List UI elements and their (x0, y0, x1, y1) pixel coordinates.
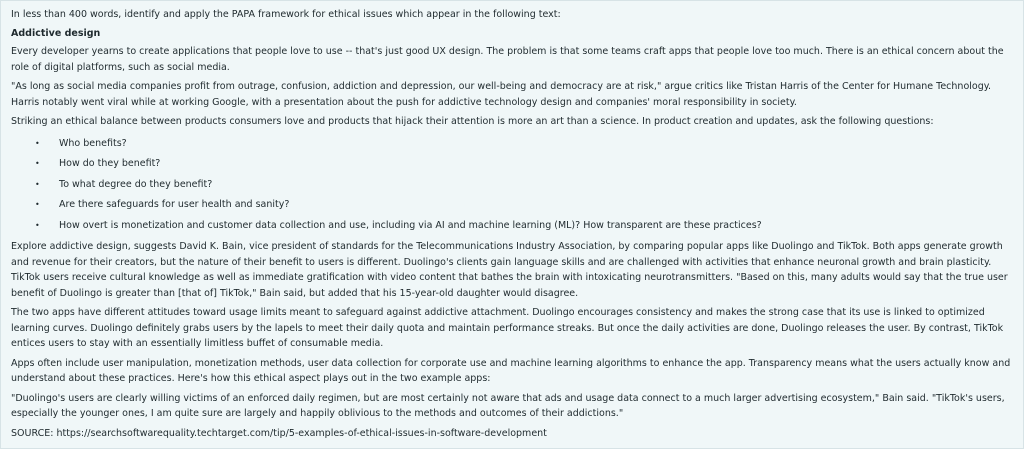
question-text: Who benefits? (59, 137, 127, 149)
list-item (11, 154, 1013, 175)
question-text: How overt is monetization and customer data collection and use, including via AI and machine learning (ML)? How transparent are these practices? (59, 219, 762, 231)
question-text: Are there safeguards for user health and sanity? (59, 199, 290, 210)
source-citation: SOURCE: https://searchsoftwarequality.techtarget.com/tip/5-examples-of-ethical-issues-in-software-development (11, 427, 547, 439)
bullet-icon: • (35, 220, 40, 230)
questions-list (11, 134, 1013, 237)
list-item (11, 216, 1013, 237)
list-item (11, 175, 1013, 196)
bullet-icon: • (35, 179, 40, 189)
prompt-text: In less than 400 words, identify and apply the PAPA framework for ethical issues which appear in the following text: (11, 9, 561, 20)
paragraph-transparency: Apps often include user manipulation, monetization methods, user data collection for corporate use and machine learning algorithms to enhance the app. Transparency means what the users actually know and understand about these practices. Here's how this ethical aspect plays out in the two example apps: (11, 357, 1011, 384)
bullet-icon: • (35, 159, 40, 168)
paragraph-quote-bain: "Duolingo's users are clearly willing victims of an enforced daily regimen, but are most certainly not aware that ads and usage data connect to a much larger advertising ecosystem," Bain said. "TikTok's users, especially the younger ones, I am quite sure are largely and happily oblivious to the methods and outcomes of their addictions." (11, 392, 1005, 419)
bullet-icon: • (35, 200, 40, 209)
paragraph-intro: Every developer yearns to create applications that people love to use -- that's just good UX design. The problem is that some teams craft apps that people love too much. There is an ethical concern about the role of digital platforms, such as social media. (11, 46, 1004, 73)
paragraph-quote-harris: "As long as social media companies profit from outrage, confusion, addiction and depression, our well-being and democracy are at risk," argue critics like Tristan Harris of the Center for Humane Technology. Harris notably went viral while at working Google, with a presentation about the push for addictive technology design and companies' moral responsibility in society. (11, 81, 992, 108)
list-item (11, 134, 1013, 155)
question-text: How do they benefit? (59, 158, 161, 169)
paragraph-balance: Striking an ethical balance between products consumers love and products that hijack their attention is more an art than a science. In product creation and updates, ask the following questions: (11, 116, 934, 127)
bullet-icon: • (35, 138, 40, 148)
paragraph-explore: Explore addictive design, suggests David K. Bain, vice president of standards for the Telecommunications Industry Association, by comparing popular apps like Duolingo and TikTok. Both apps generate growth and revenue for their creators, but the nature of their benefit to users is different. Duolingo's clients gain language skills and are challenged with activities that enhance neuronal growth and brain plasticity. TikTok users receive cultural knowledge as well as immediate gratification with video content that bathes the brain with intoxicating neurotransmitters. "Based on this, many adults would say that the true user benefit of Duolingo is greater than [that of] TikTok," Bain said, but added that his 15-year-old daughter would disagree. (11, 241, 1008, 299)
paragraph-usage-limits: The two apps have different attitudes toward usage limits meant to safeguard against addictive attachment. Duolingo encourages consistency and makes the strong case that its use is linked to optimized learning curves. Duolingo definitely grabs users by the lapels to meet their daily quota and maintain performance streaks. But once the daily activities are done, Duolingo releases the user. By contrast, TikTok entices users to stay with an essentially limitless buffet of consumable media. (11, 307, 1004, 349)
section-heading: Addictive design (11, 27, 101, 39)
question-text: To what degree do they benefit? (59, 178, 213, 190)
list-item (11, 195, 1013, 216)
